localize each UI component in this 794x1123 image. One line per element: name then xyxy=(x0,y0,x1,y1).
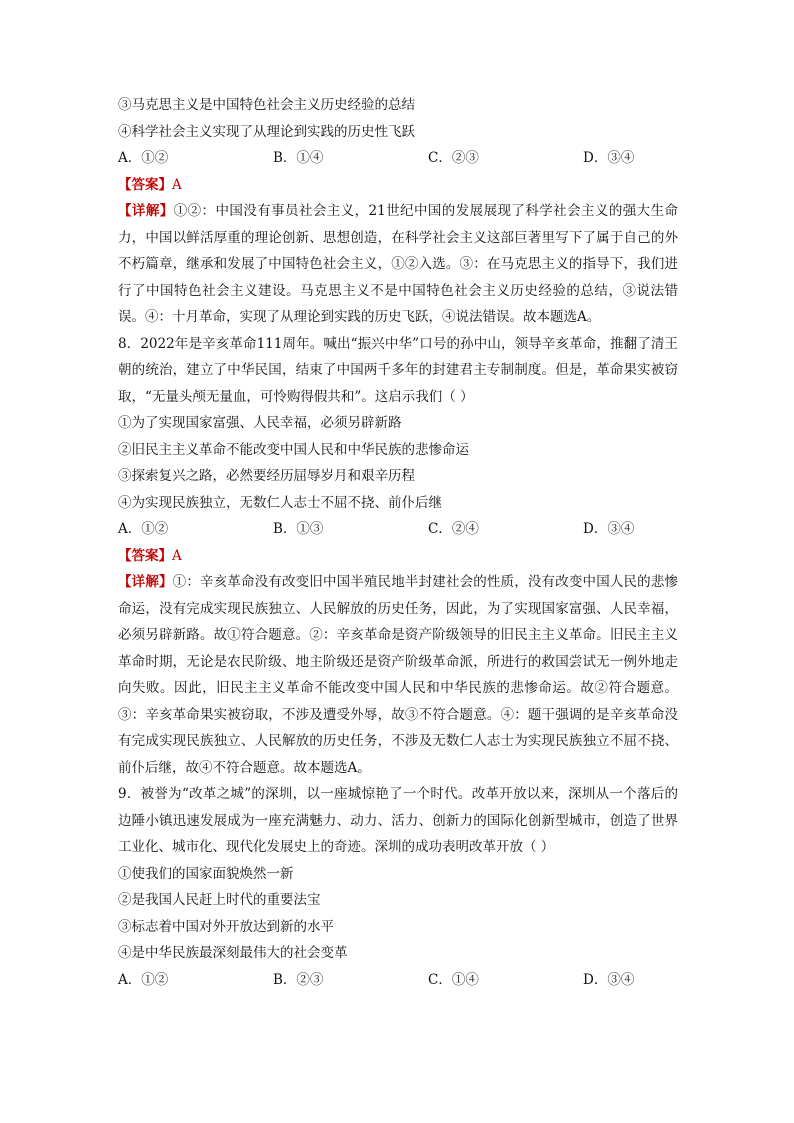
q8-detail xyxy=(118,569,678,781)
q9-option-c: C．①④ xyxy=(428,971,479,988)
q7-detail-text: ①②：中国没有事员社会主义，21世纪中国的发展展现了科学社会主义的强大生命力，中国以鲜活厚重的理论创新、思想创造，在科学社会主义这部巨著里写下了属于自己的外不朽篇章，继承和发展了中国特色社会主义，①②入选。③：在马克思主义的指导下，我们进行了中国特色社会主义建设。马克思主义不是中国特色社会主义历史经验的总结，③说法错误。④：十月革命，实现了从理论到实践的历史飞跃，④说法错误。故本题选A。 xyxy=(118,203,679,325)
q7-detail-label: 【详解】 xyxy=(118,203,174,219)
q7-statement-3: ③马克思主义是中国特色社会主义历史经验的总结 xyxy=(118,97,415,113)
document-page xyxy=(118,92,678,993)
q8-answer-value: A xyxy=(172,547,182,564)
q8-statement-4: ④为实现民族独立，无数仁人志士不屈不挠、前仆后继 xyxy=(118,494,442,511)
q7-option-b: B．①④ xyxy=(273,150,324,166)
q8-option-a: A．①② xyxy=(118,521,169,537)
q8-answer xyxy=(118,543,678,570)
q7-options xyxy=(118,145,678,172)
q7-answer-value: A xyxy=(172,176,182,193)
q8-options xyxy=(118,516,678,543)
q8-option-b: B．①③ xyxy=(273,521,324,537)
q7-statement-4: ④科学社会主义实现了从理论到实践的历史性飞跃 xyxy=(118,123,415,140)
q7-detail xyxy=(118,198,678,331)
q9-options xyxy=(118,967,678,994)
q8-detail-label: 【详解】 xyxy=(118,574,173,590)
q9-statement-4: ④是中华民族最深刻最伟大的社会变革 xyxy=(118,945,348,961)
q9-statement-2: ②是我国人民赶上时代的重要法宝 xyxy=(118,892,321,908)
q7-option-a: A．①② xyxy=(118,150,169,166)
q8-statement-1: ①为了实现国家富强、人民幸福，必须另辟新路 xyxy=(118,415,402,431)
q9-option-a: A．①② xyxy=(118,971,169,988)
q7-option-c: C．②③ xyxy=(428,150,479,166)
q8-option-d: D．③④ xyxy=(583,521,635,537)
q7-answer-label: 【答案】 xyxy=(118,176,172,193)
q9-option-b: B．②③ xyxy=(273,971,324,988)
q8-detail-text: ①：辛亥革命没有改变旧中国半殖民地半封建社会的性质，没有改变中国人民的悲惨命运，没有完成实现民族独立、人民解放的历史任务，因此，为了实现国家富强、人民幸福，必须另辟新路。故①符合题意。②：辛亥革命是资产阶级领导的旧民主主义革命。旧民主主义革命时期，无论是农民阶级、地主阶级还是资产阶级革命派，所进行的救国尝试无一例外地走向失败。因此，旧民主主义革命不能改变中国人民和中华民族的悲惨命运。故②符合题意。③：辛亥革命果实被窃取，不涉及遭受外辱，故③不符合题意。④：题干强调的是辛亥革命没有完成实现民族独立、人民解放的历史任务，不涉及无数仁人志士为实现民族独立不屈不挠、前仆后继，故④不符合题意。故本题选A。 xyxy=(118,574,679,776)
q7-answer xyxy=(118,172,678,199)
q9-stem: 9．被誉为“改革之城”的深圳，以一座城惊艳了一个时代。改革开放以来，深圳从一个落后的边陲小镇迅速发展成为一座充满魅力、动力、活力、创新力的国际化创新型城市，创造了世界工业化、城市化、现代化发展史上的奇迹。深圳的成功表明改革开放（ ） xyxy=(118,786,678,855)
q9-statement-1: ①使我们的国家面貌焕然一新 xyxy=(118,865,294,882)
q8-statement-2: ②旧民主主义革命不能改变中国人民和中华民族的悲惨命运 xyxy=(118,441,469,458)
q8-option-c: C．②④ xyxy=(428,521,479,537)
q8-stem: 8．2022年是辛亥革命111周年。喊出“振兴中华”口号的孙中山，领导辛亥革命，推翻了清王朝的统治，建立了中华民国，结束了中国两千多年的封建君主专制制度。但是，革命果实被窃取，“无量头颅无量血，可怜购得假共和”。这启示我们（ ） xyxy=(118,335,678,405)
q8-statement-3: ③探索复兴之路，必然要经历屈辱岁月和艰辛历程 xyxy=(118,468,415,484)
q7-option-d: D．③④ xyxy=(583,150,635,166)
q9-statement-3: ③标志着中国对外开放达到新的水平 xyxy=(118,918,334,935)
q8-answer-label: 【答案】 xyxy=(118,547,172,564)
q9-option-d: D．③④ xyxy=(583,971,635,988)
